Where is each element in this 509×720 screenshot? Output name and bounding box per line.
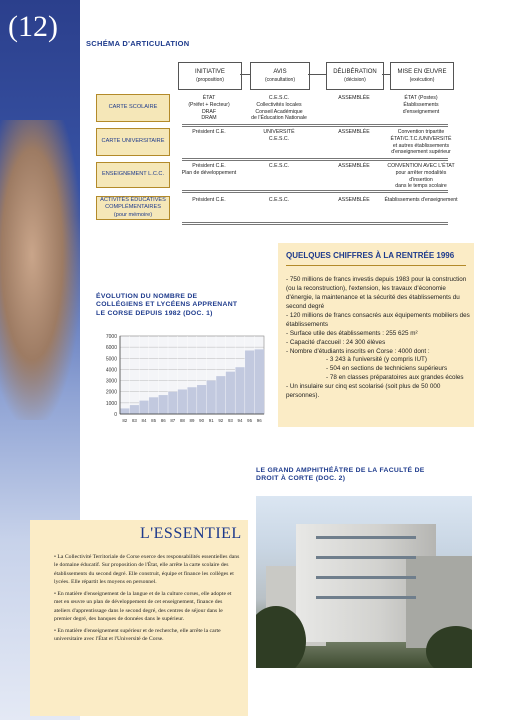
amphitheatre-photo	[256, 496, 472, 668]
area-segment	[216, 376, 226, 414]
x-tick-label: 86	[160, 418, 166, 423]
key-figures-panel	[278, 243, 474, 427]
student-portrait	[0, 120, 80, 420]
column-sublabel: (consultation)	[264, 76, 295, 83]
schema-cell: Convention tripartite ÉTAT/C.T.C./UNIVERSITÉ et autres établissements d'enseignement supérieur	[390, 129, 452, 156]
essentiel-text	[54, 553, 240, 648]
schema-cell: Établissements d'enseignement	[384, 197, 458, 203]
x-tick-label: 88	[179, 418, 185, 423]
title-rule	[286, 265, 466, 266]
key-figures-title: QUELQUES CHIFFRES À LA RENTRÉE 1996	[286, 251, 455, 260]
schema-column-header	[250, 62, 310, 90]
schema-cell: ASSEMBLÉE	[338, 129, 370, 135]
area-segment	[130, 405, 140, 414]
area-segment	[187, 387, 197, 414]
window-band	[316, 536, 416, 539]
area-segment	[197, 385, 207, 414]
x-tick-label: 91	[208, 418, 214, 423]
key-figure-item: - Nombre d'étudiants inscrits en Corse : 4000 dont :	[286, 347, 430, 355]
key-figure-item: - 504 en sections de techniciens supérieurs	[326, 365, 448, 373]
area-segment	[226, 372, 236, 414]
schema-row-label: CARTE UNIVERSITAIRE	[96, 128, 170, 156]
essentiel-paragraph: • En matière d'enseignement de la langue et de la culture corses, elle adopte et met en œuvre un plan de développement de cet enseignement, finance des ateliers d'apprentissage dans le second degré, des centres de séjour dans le premier degré, des banques de données dans le supérieur.	[54, 591, 232, 622]
x-tick-label: 84	[141, 418, 147, 423]
schema-cell: Président C.E.	[192, 129, 226, 135]
schema-cell: C.E.S.C.	[268, 163, 290, 169]
column-sublabel: (décision)	[344, 76, 366, 83]
y-tick-label: 6000	[105, 345, 117, 352]
row-separator	[182, 190, 448, 193]
schema-cell: UNIVERSITÉ C.E.S.C.	[263, 129, 295, 142]
x-tick-label: 90	[199, 418, 205, 423]
schema-row-label: ACTIVITÉS ÉDUCATIVES COMPLÉMENTAIRES (pour mémoire)	[96, 196, 170, 220]
window-band	[316, 556, 416, 559]
key-figure-item: - 120 millions de francs consacrés aux équipements mobiliers des établissements	[286, 311, 470, 328]
flow-arrow	[240, 74, 250, 75]
y-tick-label: 3000	[105, 378, 117, 385]
x-tick-label: 85	[151, 418, 157, 423]
x-tick-label: 87	[170, 418, 176, 423]
schema-cell: ASSEMBLÉE	[338, 197, 370, 203]
key-figures-list	[286, 276, 470, 401]
column-label: DÉLIBÉRATION	[333, 68, 377, 75]
x-tick-label: 95	[247, 418, 253, 423]
area-segment	[168, 392, 178, 414]
schema-column-header	[390, 62, 454, 90]
schema-row-label: ENSEIGNEMENT L.C.C.	[96, 162, 170, 188]
schema-cell: ÉTAT (Postes) Établissements d'enseignement	[402, 95, 440, 115]
key-figure-item: - 78 en classes préparatoires aux grandes écoles	[326, 374, 464, 382]
area-segment	[245, 350, 255, 414]
window-band	[316, 576, 416, 579]
key-figure-item: - 750 millions de francs investis depuis 1983 pour la construction (ou la reconstruction), l'extension, les travaux d'économie d'énergie, la maintenance et la sécurité des établissements du second degré	[286, 276, 467, 310]
flow-arrow	[308, 74, 326, 75]
schema-cell: ASSEMBLÉE	[338, 163, 370, 169]
column-sublabel: (exécution)	[409, 76, 435, 83]
essentiel-paragraph: • En matière d'enseignement supérieur et de recherche, elle arrête la carte universitaire avec l'État et l'Université de Corse.	[54, 628, 221, 643]
area-chart	[92, 330, 268, 430]
area-segment	[235, 367, 245, 414]
row-separator	[182, 158, 448, 161]
x-tick-label: 92	[218, 418, 224, 423]
area-segment	[139, 401, 149, 414]
y-tick-label: 0	[114, 412, 117, 418]
schema-cell: ÉTAT (Préfet + Recteur) DRAF DRAM	[188, 95, 230, 122]
page-number: (12)	[8, 10, 58, 43]
key-figure-item: - Capacité d'accueil : 24 300 élèves	[286, 338, 386, 346]
schema-cell: C.E.S.C. Collectivités locales Conseil Académique de l'Éducation Nationale	[251, 95, 307, 122]
y-tick-label: 7000	[105, 334, 117, 340]
x-tick-label: 82	[122, 418, 128, 423]
area-segment	[206, 381, 216, 414]
y-tick-label: 5000	[105, 356, 117, 363]
x-tick-label: 83	[131, 418, 137, 423]
area-segment	[120, 408, 130, 414]
column-label: AVIS	[273, 68, 287, 75]
x-tick-label: 96	[256, 418, 262, 423]
column-label: MISE EN ŒUVRE	[397, 68, 447, 75]
row-separator	[182, 222, 448, 225]
flow-arrow	[382, 74, 390, 75]
area-segment	[254, 349, 264, 414]
essentiel-title: L'ESSENTIEL	[140, 525, 242, 542]
y-tick-label: 2000	[105, 389, 117, 396]
area-segment	[149, 397, 159, 414]
area-segment	[158, 395, 168, 414]
schema-cell: Président C.E. Plan de développement	[181, 163, 237, 176]
schema-title: SCHÉMA D'ARTICULATION	[86, 39, 190, 48]
x-tick-label: 93	[227, 418, 233, 423]
y-tick-label: 4000	[105, 367, 117, 374]
area-segment	[178, 389, 188, 414]
row-separator	[182, 124, 448, 127]
schema-cell: C.E.S.C.	[268, 197, 290, 203]
key-figure-item: - Surface utile des établissements : 255 625 m²	[286, 329, 418, 337]
y-tick-label: 1000	[105, 400, 117, 407]
x-tick-label: 94	[237, 418, 243, 423]
schema-cell: CONVENTION AVEC L'ÉTAT pour arrêter modalités d'insertion dans le temps scolaire	[387, 163, 455, 190]
chart-title: ÉVOLUTION DU NOMBRE DE COLLÉGIENS ET LYCÉENS APPRENANT LE CORSE DEPUIS 1982 (DOC. 1)	[96, 293, 238, 317]
schema-cell: Président C.E.	[192, 197, 226, 203]
schema-cell: ASSEMBLÉE	[338, 95, 370, 101]
photo-caption: LE GRAND AMPHITHÉÂTRE DE LA FACULTÉ DE DROIT À CORTE (DOC. 2)	[256, 467, 425, 483]
essentiel-paragraph: • La Collectivité Territoriale de Corse exerce des responsabilités essentielles dans le domaine éducatif. Sur proposition de l'État, elle arrête la carte scolaire des établissements du second degré. Elle construit, équipe et finance les collèges et lycées. Elle répartit les moyens en personnel.	[54, 554, 240, 585]
column-label: INITIATIVE	[195, 68, 225, 75]
key-figure-item: - Un insulaire sur cinq est scolarisé (soit plus de 50 000 personnes).	[286, 383, 441, 400]
schema-row-label: CARTE SCOLAIRE	[96, 94, 170, 122]
window-band	[316, 596, 416, 599]
schema-column-header	[178, 62, 242, 90]
column-sublabel: (proposition)	[196, 76, 224, 83]
x-tick-label: 89	[189, 418, 195, 423]
key-figure-item: - 3 243 à l'université (y compris IUT)	[326, 356, 427, 364]
schema-column-header	[326, 62, 384, 90]
